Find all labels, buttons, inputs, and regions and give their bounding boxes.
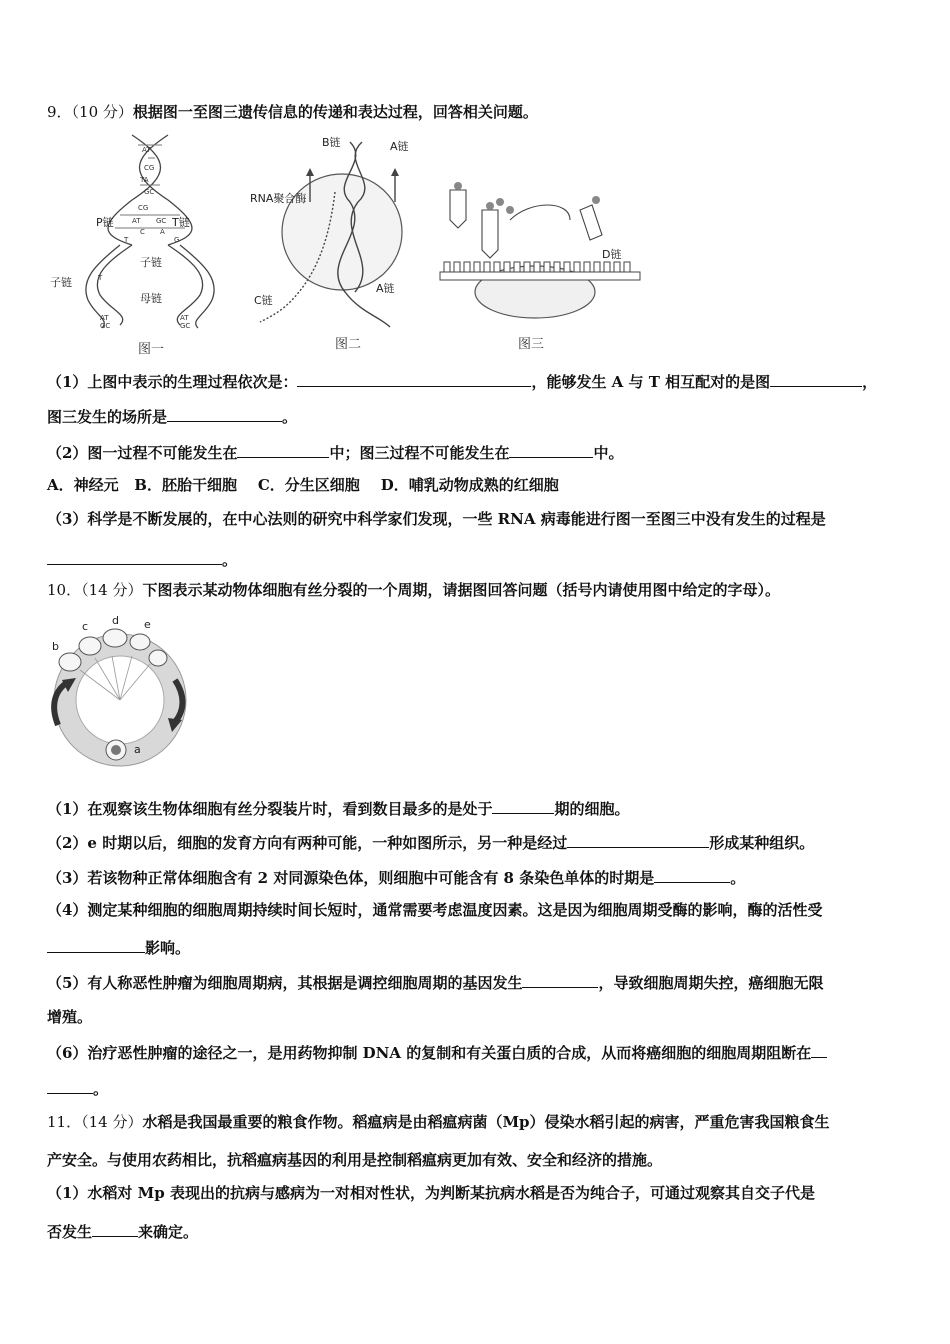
q10-p2-text-a: （2）e 时期以后，细胞的发育方向有两种可能，一种如图所示，另一种是经过 <box>47 834 568 852</box>
cell-d <box>103 629 127 647</box>
figure-3-caption: 图三 <box>518 337 545 352</box>
q11-score: （14 分） <box>81 1113 143 1131</box>
q10-part1-line <box>47 797 629 819</box>
t-chain-label: T链 <box>172 216 190 229</box>
q11-stem-a: 水稻是我国最重要的粮食作物。稻瘟病是由稻瘟病菌（Mp）侵染水稻引起的病害，严重危害我国粮食生 <box>142 1113 830 1131</box>
c-chain-label: C链 <box>254 294 273 307</box>
p-chain-label: P链 <box>96 216 114 229</box>
q9-part1-line2 <box>47 405 297 427</box>
answer-blank-fig3-not-occur[interactable] <box>509 441 593 458</box>
q9-p2-text-b: 中；图三过程不可能发生在 <box>329 444 510 462</box>
q9-stem-line <box>47 102 538 122</box>
peptide-chain-arrow <box>510 205 570 220</box>
cell-e-1 <box>130 634 150 650</box>
q10-part3-line <box>47 866 745 888</box>
answer-blank-rna-virus-process[interactable] <box>47 548 222 565</box>
rna-polymerase-label: RNA聚合酶 <box>250 192 307 205</box>
answer-blank-blocked-phase-start[interactable] <box>811 1041 827 1058</box>
b-chain-label: B链 <box>322 136 341 149</box>
trna-1 <box>450 190 466 228</box>
base-label: GC <box>180 322 191 330</box>
q11-number: 11． <box>47 1113 82 1131</box>
q9-options: A．神经元 B．胚胎干细胞 C．分生区细胞 D．哺乳动物成熟的红细胞 <box>47 476 559 494</box>
base-label: AT <box>180 314 189 322</box>
base-label: GC <box>144 188 155 196</box>
figure-transcription <box>250 132 420 332</box>
a-chain-bottom-label: A链 <box>376 282 395 295</box>
label-c: c <box>82 620 89 633</box>
answer-blank-fig1-not-occur[interactable] <box>237 441 329 458</box>
answer-blank-fig3-site[interactable] <box>167 405 282 422</box>
q9-part3-line2 <box>47 548 237 570</box>
q9-p1-text-a: （1）上图中表示的生理过程依次是： <box>47 373 298 391</box>
arrow-head-left <box>306 168 314 176</box>
q10-number: 10． <box>47 581 82 599</box>
answer-blank-segregation[interactable] <box>92 1220 138 1237</box>
base-label: GC <box>100 322 111 330</box>
q11-part1-line1: （1）水稻对 Mp 表现出的抗病与感病为一对相对性状，为判断某抗病水稻是否为纯合子，可通过观察其自交子代是 <box>47 1184 815 1202</box>
base-label: A <box>160 228 165 236</box>
arrow-head-right <box>391 168 399 176</box>
base-label: G <box>174 236 180 244</box>
trna-3 <box>580 205 602 240</box>
answer-blank-processes[interactable] <box>297 370 531 387</box>
q10-part2-line <box>47 831 814 853</box>
q10-p6-text-b: 。 <box>93 1080 109 1098</box>
q11-p1-text-c: 来确定。 <box>138 1223 199 1241</box>
answer-blank-differentiation[interactable] <box>567 831 709 848</box>
trna-2 <box>482 210 498 258</box>
q9-p1-text-d: 图三发生的场所是 <box>47 408 168 426</box>
child-chain-mid-label: 子链 <box>140 256 162 269</box>
left-fork-strand-a <box>97 245 132 325</box>
base-label: T <box>98 274 103 282</box>
q11-part1-line2 <box>47 1220 198 1242</box>
q11-p1-text-b: 否发生 <box>47 1223 93 1241</box>
q10-part4-line1: （4）测定某种细胞的细胞周期持续时间长短时，通常需要考虑温度因素。这是因为细胞周期受酶的影响，酶的活性受 <box>47 901 823 919</box>
q10-part6-line1 <box>47 1041 827 1063</box>
q10-p1-text-b: 期的细胞。 <box>554 800 630 818</box>
q10-stem: 下图表示某动物体细胞有丝分裂的一个周期，请据图回答问题（括号内请使用图中给定的字母）。 <box>142 581 780 599</box>
q10-p3-text-a: （3）若该物种正常体细胞含有 2 对同源染色体，则细胞中可能含有 8 条染色单体的时期是 <box>47 869 655 887</box>
q9-p1-text-c: ， <box>862 373 878 391</box>
q10-p5-text-a: （5）有人称恶性肿瘤为细胞周期病，其根据是调控细胞周期的基因发生 <box>47 974 523 992</box>
cell-c <box>79 637 101 655</box>
answer-blank-8-chromatids-phase[interactable] <box>654 866 730 883</box>
q10-stem-line <box>47 580 780 600</box>
q11-stem-line1 <box>47 1112 830 1132</box>
q10-p5-text-b: ，导致细胞周期失控，癌细胞无限 <box>598 974 824 992</box>
base-label: CG <box>144 164 155 172</box>
base-label: GC <box>156 217 167 225</box>
q10-part4-line2 <box>47 936 190 958</box>
answer-blank-at-pairing-figure[interactable] <box>770 370 862 387</box>
q9-p1-text-e: 。 <box>282 408 298 426</box>
q9-number: 9． <box>47 103 72 121</box>
figure-2-caption: 图二 <box>335 337 362 352</box>
figure-dna-replication <box>40 130 240 330</box>
answer-blank-blocked-phase[interactable] <box>47 1077 93 1094</box>
q10-p1-text-a: （1）在观察该生物体细胞有丝分裂装片时，看到数目最多的是处于 <box>47 800 493 818</box>
q9-p2-text-a: （2）图一过程不可能发生在 <box>47 444 238 462</box>
base-label: T <box>124 236 129 244</box>
q9-p1-text-b: ，能够发生 A 与 T 相互配对的是图 <box>531 373 771 391</box>
q10-score: （14 分） <box>81 581 143 599</box>
label-b: b <box>52 640 59 653</box>
q11-stem-line2: 产安全。与使用农药相比，抗稻瘟病基因的利用是控制稻瘟病更加有效、安全和经济的措施。 <box>47 1151 663 1169</box>
base-label: AT <box>100 314 109 322</box>
right-fork-strand-a <box>168 245 203 325</box>
a-chain-top-label: A链 <box>390 140 409 153</box>
q10-p3-text-b: 。 <box>730 869 746 887</box>
child-chain-left-label: 子链 <box>50 276 72 289</box>
d-chain-label: D链 <box>602 248 622 261</box>
q9-stem: 根据图一至图三遗传信息的传递和表达过程，回答相关问题。 <box>132 103 538 121</box>
label-d: d <box>112 614 119 627</box>
base-label: AT <box>132 217 141 225</box>
label-e: e <box>144 618 151 631</box>
q9-score: （10 分） <box>71 103 133 121</box>
cell-b <box>59 653 81 671</box>
base-label: TA <box>140 176 149 184</box>
mrna-strand <box>440 272 640 280</box>
q10-p4-text-b: 影响。 <box>145 939 191 957</box>
q9-p3-text-b: 。 <box>222 551 238 569</box>
mother-chain-label: 母链 <box>140 292 162 305</box>
base-label: C <box>140 228 145 236</box>
q9-part2-line <box>47 441 623 463</box>
answer-blank-enzyme-activity[interactable] <box>47 936 145 953</box>
label-a: a <box>134 743 141 756</box>
q10-part5-line1 <box>47 971 823 993</box>
cell-a-nucleus <box>111 745 121 755</box>
q9-part1-line1 <box>47 370 877 392</box>
figure-translation <box>430 180 650 330</box>
q9-p2-text-c: 中。 <box>593 444 624 462</box>
q10-part5-line2: 增殖。 <box>47 1008 93 1026</box>
mrna-codons <box>444 262 630 272</box>
base-label: AT <box>142 146 151 154</box>
base-label: CG <box>138 204 149 212</box>
figure-1-caption: 图一 <box>138 342 165 357</box>
answer-blank-most-cells-phase[interactable] <box>492 797 554 814</box>
q10-part6-line2 <box>47 1077 108 1099</box>
answer-blank-gene-change[interactable] <box>522 971 598 988</box>
q9-part3-line1: （3）科学是不断发展的，在中心法则的研究中科学家们发现，一些 RNA 病毒能进行图一至图三中没有发生的过程是 <box>47 510 826 528</box>
cell-e-2 <box>149 650 167 666</box>
figure-cell-cycle <box>40 610 210 770</box>
q10-p6-text-a: （6）治疗恶性肿瘤的途径之一，是用药物抑制 DNA 的复制和有关蛋白质的合成，从而将癌细胞的细胞周期阻断在 <box>47 1044 812 1062</box>
q10-p2-text-b: 形成某种组织。 <box>709 834 815 852</box>
